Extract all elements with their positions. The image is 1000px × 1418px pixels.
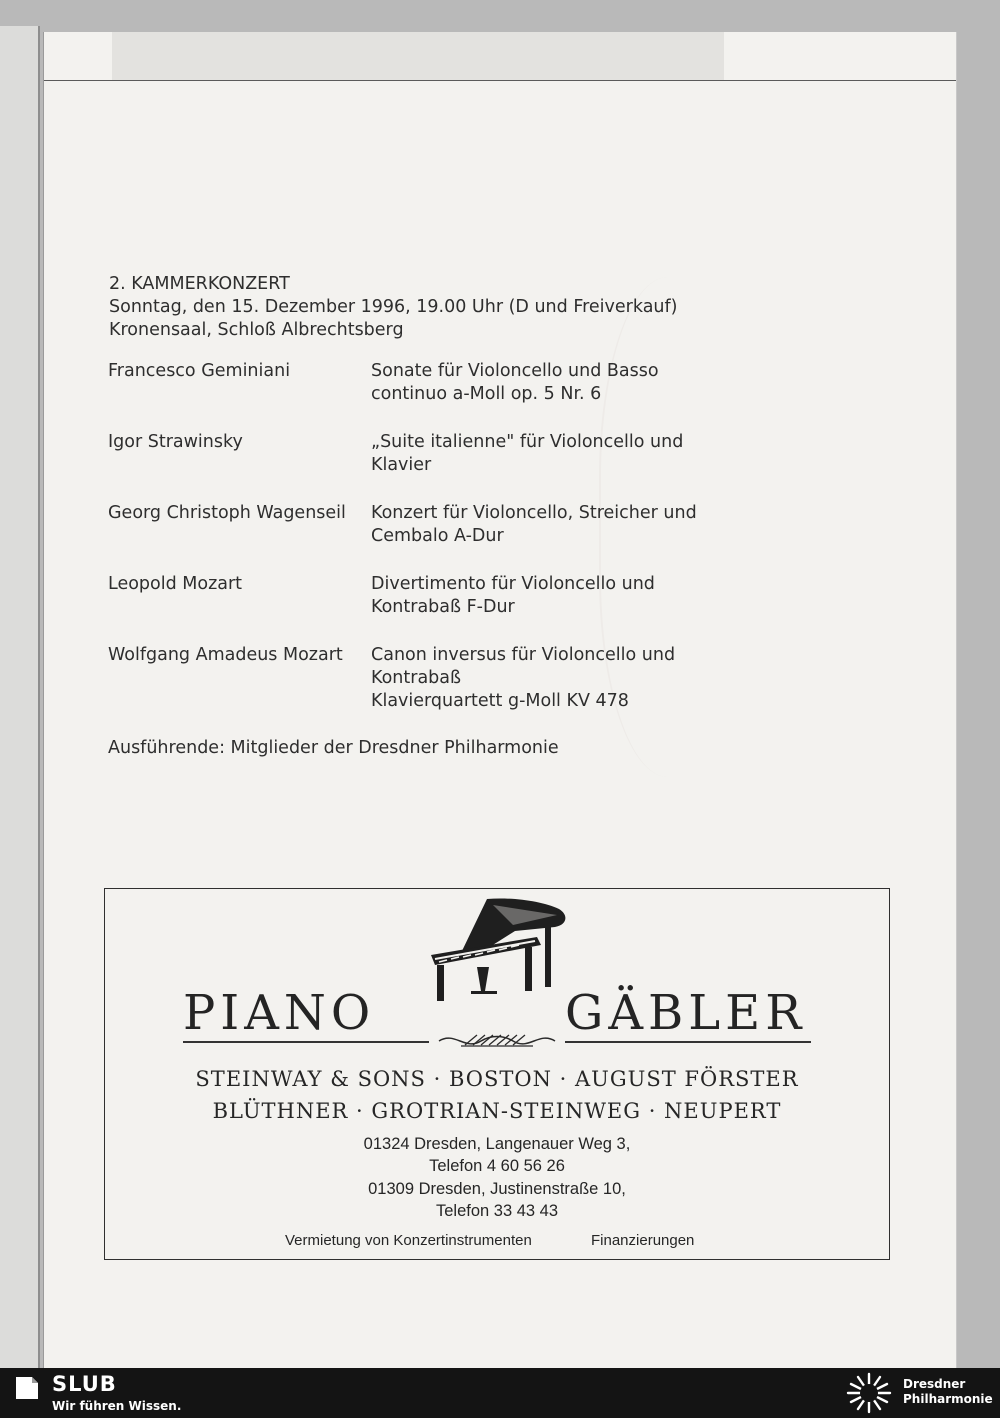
work-line: Klavierquartett g-Moll KV 478 [371,691,629,711]
concert-title: 2. KAMMERKONZERT [109,274,290,294]
slub-tagline: Wir führen Wissen. [52,1399,182,1413]
work-line: Cembalo A-Dur [371,526,504,546]
service-rental: Vermietung von Konzertinstrumenten [285,1232,532,1249]
work-line: Canon inversus für Violoncello und [371,645,676,665]
brand-rule [183,1041,429,1043]
work-line: Konzert für Violoncello, Streicher und [371,503,697,523]
performers-line: Ausführende: Mitglieder der Dresdner Philharmonie [108,738,559,758]
work-title [371,360,659,406]
work-title [371,573,655,619]
slub-logo-icon[interactable] [14,1375,40,1401]
program-page [44,32,956,1368]
work-line: continuo a-Moll op. 5 Nr. 6 [371,384,602,404]
work-line: „Suite italienne" für Violoncello und [371,432,684,452]
brand-name-right: GÄBLER [565,985,807,1041]
work-line: Kontrabaß F-Dur [371,597,515,617]
work-title [371,502,697,548]
composer-name: Georg Christoph Wagenseil [108,503,346,523]
makers-line: BLÜTHNER · GROTRIAN-STEINWEG · NEUPERT [212,1099,782,1123]
work-title [371,644,675,713]
brand-rule [565,1041,811,1043]
dresdner-philharmonie-name[interactable]: Dresdner [903,1377,966,1391]
ornament-icon [435,1029,559,1053]
address-line: 01324 Dresden, Langenauer Weg 3, [363,1135,631,1153]
work-line: Kontrabaß [371,668,462,688]
dresdner-philharmonie-name[interactable]: Philharmonie [903,1392,993,1406]
page-gutter [38,26,40,1368]
top-strip [112,32,724,80]
dresdner-philharmonie-logo-icon[interactable] [843,1372,895,1414]
composer-name: Leopold Mozart [108,574,243,594]
composer-name: Wolfgang Amadeus Mozart [108,645,343,665]
phone-line: Telefon 33 43 43 [435,1202,559,1220]
concert-date: Sonntag, den 15. Dezember 1996, 19.00 Uhr (D und Freiverkauf) [109,297,678,317]
makers-line: STEINWAY & SONS · BOSTON · AUGUST FÖRSTER [195,1067,799,1091]
concert-heading [109,273,678,342]
composer-name: Francesco Geminiani [108,361,291,381]
work-line: Divertimento für Violoncello und [371,574,655,594]
grand-piano-icon [417,895,572,1003]
viewer-footer [0,1368,1000,1418]
top-rule [44,80,956,81]
brand-name-left: PIANO [183,985,376,1041]
service-financing: Finanzierungen [591,1232,695,1249]
composer-name: Igor Strawinsky [108,432,243,452]
previous-page-edge [0,26,40,1368]
phone-line: Telefon 4 60 56 26 [429,1157,565,1175]
work-title [371,431,683,477]
slub-name[interactable]: SLUB [52,1372,117,1396]
work-line: Klavier [371,455,432,475]
piano-gaebler-ad [104,888,890,1260]
address-line: 01309 Dresden, Justinenstraße 10, [368,1180,626,1198]
work-line: Sonate für Violoncello und Basso [371,361,659,381]
concert-venue: Kronensaal, Schloß Albrechtsberg [109,320,404,340]
